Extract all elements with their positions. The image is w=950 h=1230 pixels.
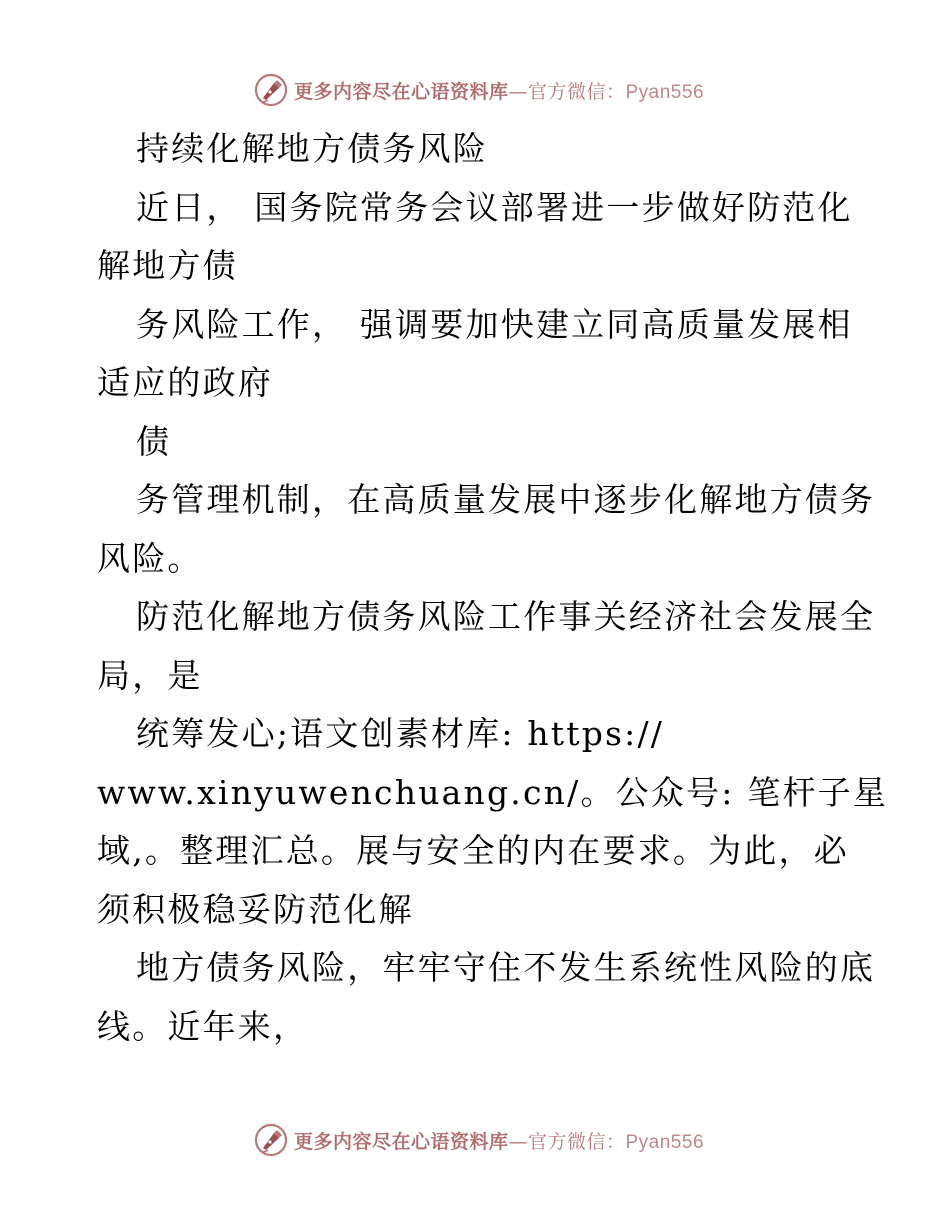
footer-banner xyxy=(0,1120,950,1160)
header-banner-inner xyxy=(254,73,704,107)
footer-banner-text xyxy=(294,1127,704,1154)
paragraph-line: 务管理机制，在高质量发展中逐步化解地方债务 xyxy=(136,480,876,519)
pen-nib-logo-icon xyxy=(254,73,288,107)
footer-banner-inner xyxy=(254,1123,704,1157)
paragraph-line: 局，是 xyxy=(97,655,203,695)
paragraph-line: 域,。整理汇总。展与安全的内在要求。为此，必 xyxy=(97,831,849,870)
header-banner-text xyxy=(294,77,704,104)
paragraph-line: 统筹发心;语文创素材库: https:// xyxy=(136,714,665,753)
paragraph-line: 地方债务风险，牢牢守住不发生系统性风险的底 xyxy=(136,948,876,987)
header-banner-dash: — xyxy=(508,80,528,103)
document-body xyxy=(97,120,889,1056)
paragraph-line: www.xinyuwenchuang.cn/。公众号: 笔杆子星 xyxy=(97,772,889,812)
footer-banner-wechat-label: 官方微信： xyxy=(527,1130,626,1153)
header-banner-main: 更多内容尽在心语资料库 xyxy=(293,80,509,103)
pen-nib-logo-icon xyxy=(254,1123,288,1157)
header-banner xyxy=(0,70,950,110)
document-title: 持续化解地方债务风险 xyxy=(136,129,488,168)
paragraph-line: 防范化解地方债务风险工作事关经济社会发展全 xyxy=(136,597,876,636)
paragraph-line: 近日， 国务院常务会议部署进一步做好防范化 xyxy=(136,187,853,227)
header-banner-wechat-id: Pyan556 xyxy=(625,81,705,103)
header-banner-wechat-label: 官方微信： xyxy=(527,80,626,103)
paragraph-line: 线。近年来， xyxy=(97,1006,309,1046)
paragraph-line: 务风险工作， 强调要加快建立同高质量发展相 xyxy=(136,304,853,344)
footer-banner-main: 更多内容尽在心语资料库 xyxy=(293,1130,509,1153)
paragraph-line: 适应的政府 xyxy=(97,363,273,402)
footer-banner-dash: — xyxy=(508,1130,528,1153)
paragraph-line: 债 xyxy=(136,421,172,461)
paragraph-line: 风险。 xyxy=(97,538,203,578)
paragraph-line: 须积极稳妥防范化解 xyxy=(97,889,414,929)
paragraph-line: 解地方债 xyxy=(97,246,238,285)
footer-banner-wechat-id: Pyan556 xyxy=(625,1131,705,1153)
